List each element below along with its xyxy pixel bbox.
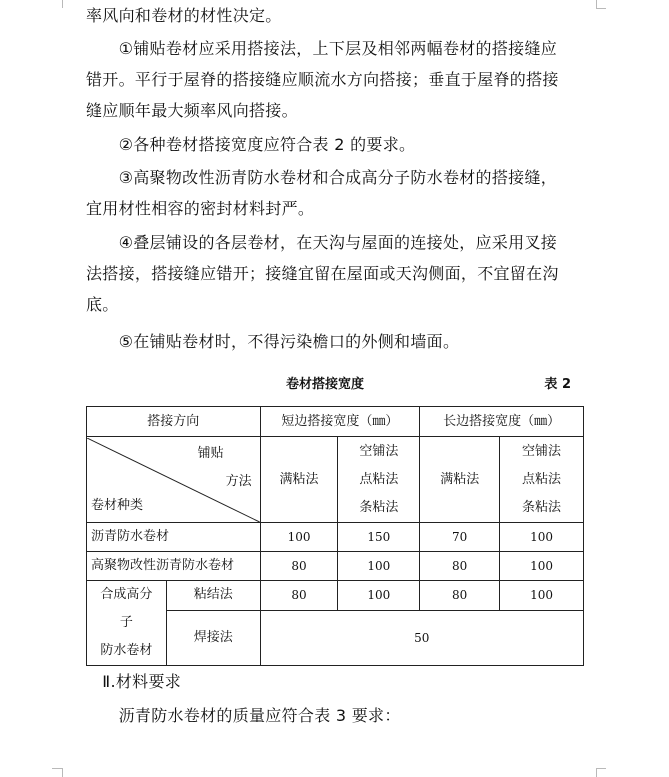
- table-cell: 80: [260, 581, 338, 611]
- section-heading: [86, 666, 586, 697]
- crop-mark: [52, 768, 62, 769]
- table-cell: 100: [500, 581, 584, 611]
- text-line: ③高聚物改性沥青防水卷材和合成高分子防水卷材的搭接缝，: [86, 168, 558, 187]
- method-full-long: 满粘法: [420, 437, 500, 523]
- crop-mark: [62, 768, 63, 777]
- paragraph: [86, 0, 586, 31]
- text-line: ④叠层铺设的各层卷材，在天沟与屋面的连接处，应采用叉接: [86, 233, 558, 252]
- sub-label-bond: 粘结法: [166, 581, 260, 611]
- diag-label-mid: 方法: [225, 473, 252, 489]
- crop-mark: [596, 768, 597, 777]
- paragraph: [86, 700, 586, 731]
- label-line: 子: [119, 615, 133, 630]
- table-method-row: [87, 437, 584, 523]
- table-cell: 80: [420, 552, 500, 581]
- method-label: 点粘法: [359, 471, 399, 487]
- table-row: [87, 581, 584, 611]
- table-cell-merged: 50: [260, 610, 583, 665]
- text-line: 缝应顺年最大频率风向搭接。: [86, 101, 298, 120]
- crop-mark: [62, 0, 63, 8]
- table-cell: 80: [420, 581, 500, 611]
- paragraph: [86, 162, 586, 224]
- paragraph: [86, 227, 586, 320]
- table-cell: 70: [420, 523, 500, 552]
- table-number: 表 2: [544, 377, 571, 392]
- label-line: 防水卷材: [100, 643, 153, 658]
- label-line: 合成高分: [100, 587, 153, 602]
- method-label: 空铺法: [359, 443, 399, 459]
- header-short-edge: 短边搭接宽度（㎜）: [260, 407, 420, 437]
- table-row: [87, 552, 584, 581]
- paragraph: [86, 129, 586, 160]
- crop-mark: [596, 8, 606, 9]
- sub-label-weld: 焊接法: [166, 610, 260, 665]
- diag-label-top: 铺贴: [197, 445, 224, 461]
- table-cell: 100: [338, 552, 420, 581]
- paragraph: [86, 326, 586, 357]
- table-cell: 100: [260, 523, 338, 552]
- row-label: 沥青防水卷材: [87, 523, 261, 552]
- text-line: 错开。平行于屋脊的搭接缝应顺流水方向搭接；垂直于屋脊的搭接: [86, 70, 559, 89]
- header-direction: 搭接方向: [87, 407, 261, 437]
- text-line: 沥青防水卷材的质量应符合表 3 要求：: [86, 706, 401, 725]
- crop-mark: [596, 768, 606, 769]
- text-line: ⑤在铺贴卷材时，不得污染檐口的外侧和墙面。: [86, 332, 460, 351]
- table-row: [87, 523, 584, 552]
- table-cell: 100: [338, 581, 420, 611]
- method-alt-short: [338, 437, 420, 523]
- table-title: 卷材搭接宽度: [286, 377, 365, 392]
- text-line: 宜用材性相容的密封材料封严。: [86, 199, 315, 218]
- method-full-short: 满粘法: [260, 437, 338, 523]
- table-header-row: [87, 407, 584, 437]
- method-label: 空铺法: [522, 443, 562, 459]
- row-label: 高聚物改性沥青防水卷材: [87, 552, 261, 581]
- method-alt-long: [500, 437, 584, 523]
- text-line: ①铺贴卷材应采用搭接法，上下层及相邻两幅卷材的搭接缝应: [86, 39, 558, 58]
- table-caption: [86, 371, 584, 393]
- row-label-synthetic: [87, 581, 167, 666]
- paragraph: [86, 33, 586, 126]
- table-cell: 100: [500, 523, 584, 552]
- method-label: 条粘法: [522, 499, 562, 515]
- diag-label-bottom: 卷材种类: [91, 497, 144, 513]
- text-line: Ⅱ.材料要求: [86, 672, 182, 691]
- table-cell: 150: [338, 523, 420, 552]
- table-cell: 100: [500, 552, 584, 581]
- overlap-width-table: [86, 406, 584, 666]
- table-cell: 80: [260, 552, 338, 581]
- text-line: 底。: [86, 295, 119, 314]
- crop-mark: [596, 0, 597, 8]
- diagonal-header-cell: [87, 437, 261, 523]
- method-label: 点粘法: [522, 471, 562, 487]
- text-line: ②各种卷材搭接宽度应符合表 2 的要求。: [86, 135, 416, 154]
- method-label: 条粘法: [359, 499, 399, 515]
- header-long-edge: 长边搭接宽度（㎜）: [420, 407, 584, 437]
- text-line: 率风向和卷材的材性决定。: [86, 6, 282, 25]
- text-line: 法搭接，搭接缝应错开；接缝宜留在屋面或天沟侧面，不宜留在沟: [86, 264, 559, 283]
